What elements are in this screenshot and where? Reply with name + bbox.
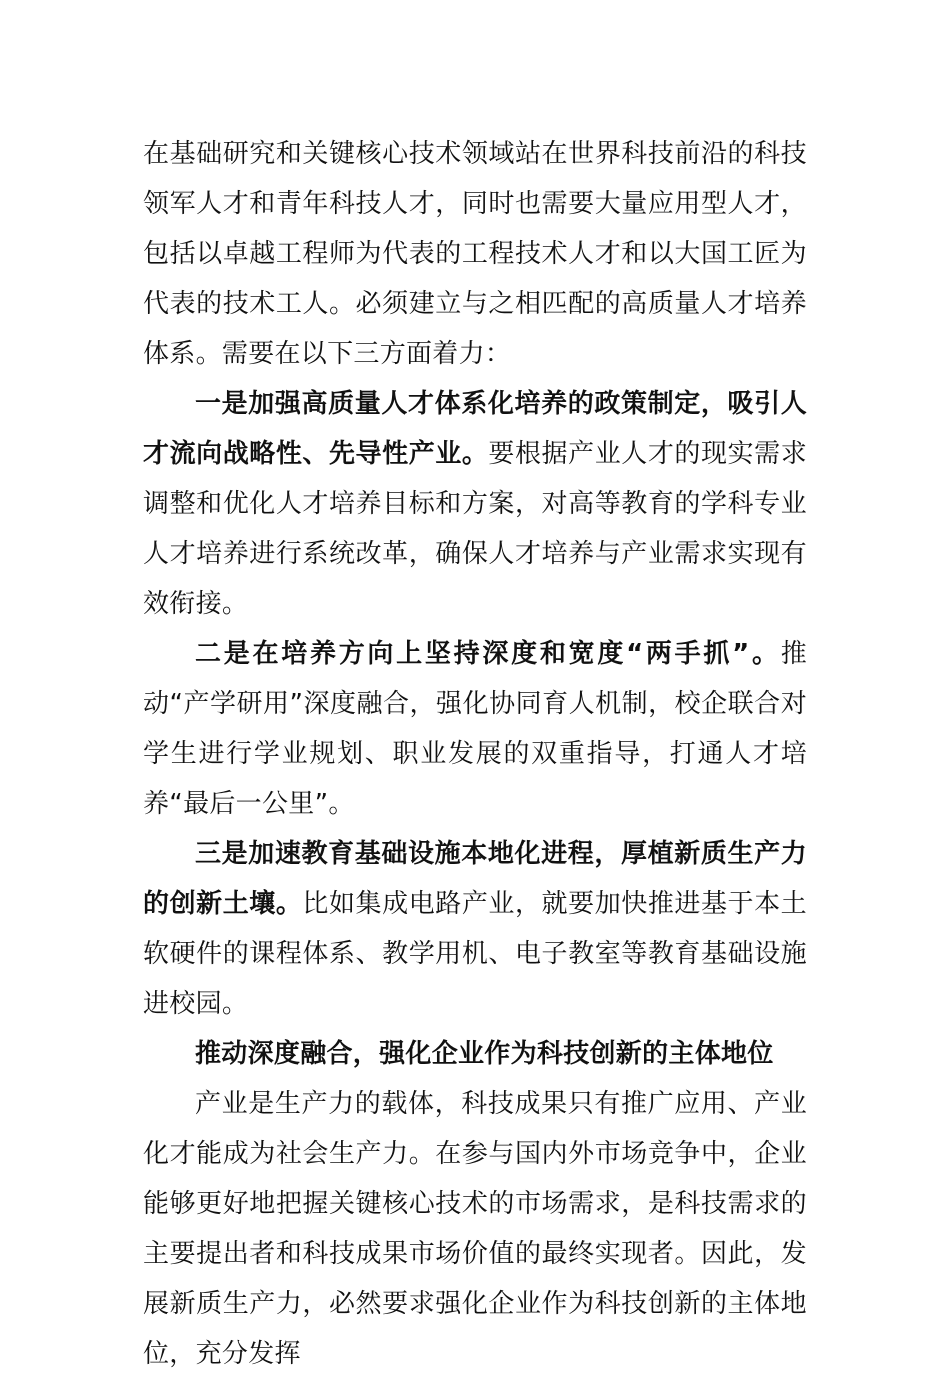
point-three-text: 比如集成电路产业，就要加快推进基于本土软硬件的课程体系、教学用机、电子教室等教育基础设施进校园。	[143, 889, 807, 1019]
point-two-paragraph	[143, 629, 807, 829]
point-one-lead: 一是加强高质量人才体系化培养的政策制定，吸引人才流向战略性、先导性产业。	[143, 389, 807, 469]
intro-paragraph-text: 在基础研究和关键核心技术领域站在世界科技前沿的科技领军人才和青年科技人才，同时也需要大量应用型人才，包括以卓越工程师为代表的工程技术人才和以大国工匠为代表的技术工人。必须建立与之相匹配的高质量人才培养体系。需要在以下三方面着力：	[143, 139, 807, 369]
point-three-paragraph	[143, 829, 807, 1029]
section-heading: 推动深度融合，强化企业作为科技创新的主体地位	[195, 1039, 774, 1069]
closing-paragraph: 产业是生产力的载体，科技成果只有推广应用、产业化才能成为社会生产力。在参与国内外市场竞争中，企业能够更好地把握关键核心技术的市场需求，是科技需求的主要提出者和科技成果市场价值的最终实现者。因此，发展新质生产力，必然要求强化企业作为科技创新的主体地位，充分发挥	[143, 1089, 807, 1369]
point-three-lead: 三是加速教育基础设施本地化进程，厚植新质生产力的创新土壤。	[143, 839, 807, 919]
intro-paragraph	[143, 129, 807, 379]
point-two-text: 推动“产学研用”深度融合，强化协同育人机制，校企联合对学生进行学业规划、职业发展的双重指导，打通人才培养“最后一公里”。	[143, 639, 807, 819]
document-page	[143, 129, 807, 1379]
point-one-text: 要根据产业人才的现实需求调整和优化人才培养目标和方案，对高等教育的学科专业人才培养进行系统改革，确保人才培养与产业需求实现有效衔接。	[143, 439, 807, 619]
point-one-paragraph	[143, 379, 807, 629]
point-two-lead: 二是在培养方向上坚持深度和宽度“两手抓”。	[195, 639, 781, 669]
